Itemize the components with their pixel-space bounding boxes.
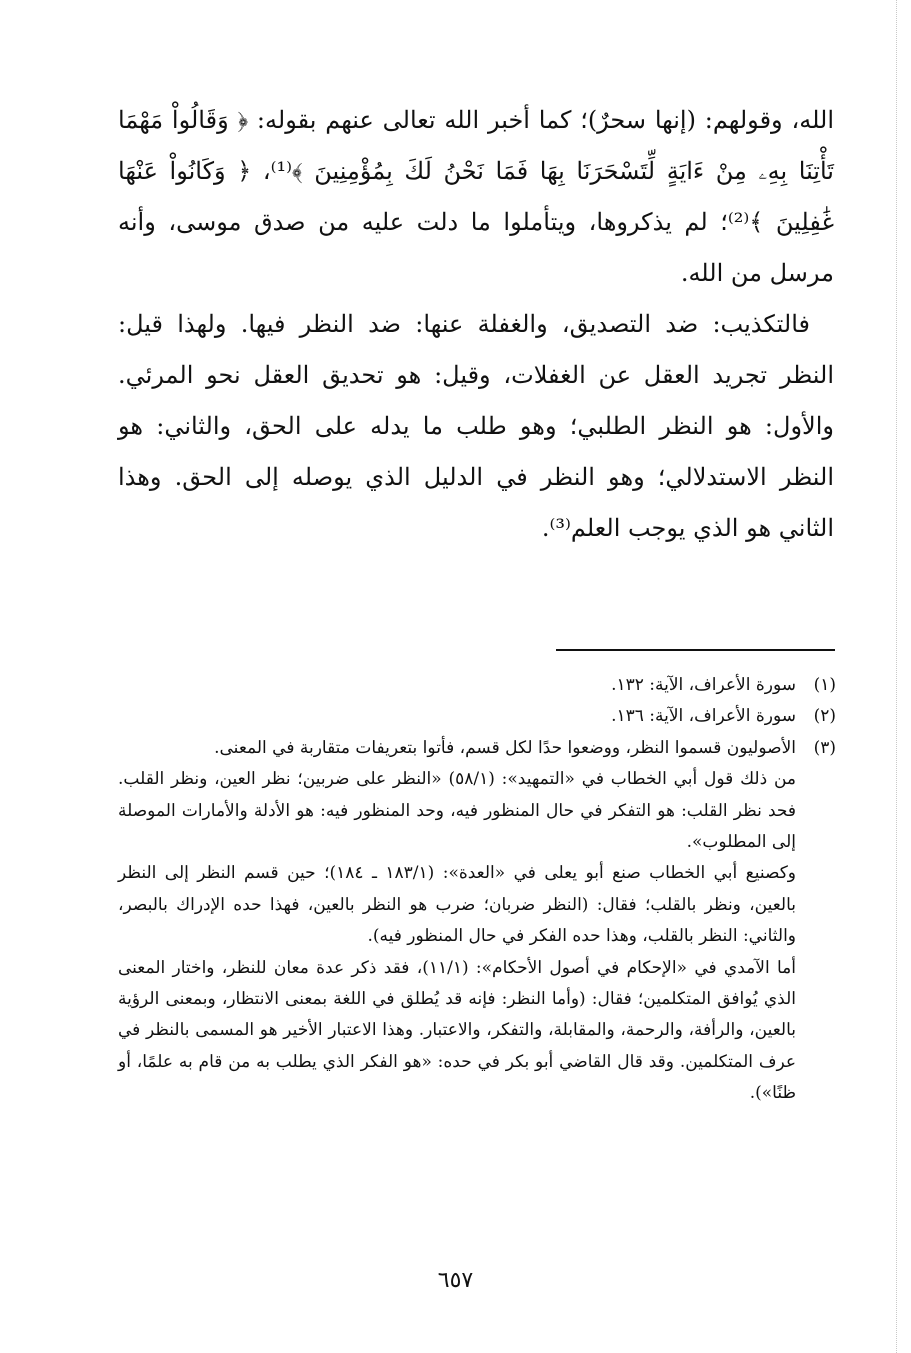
paragraph-2: فالتكذيب: ضد التصديق، والغفلة عنها: ضد النظر فيها. ولهذا قيل: النظر تجريد العقل عن الغفلات، وقيل: هو تحديق العقل نحو المرئي. والأول: هو النظر الطلبي؛ وهو طلب ما يدله على الحق، والثاني: هو النظر الاستدلالي؛ وهو النظر في الدليل الذي يوصله إلى الحق. وهذا الثاني هو الذي يوجب العلم⁽³⁾. [118,310,834,542]
page-edge-dots [896,0,897,1353]
footnote-text: سورة الأعراف، الآية: ١٣٦. [611,706,796,727]
footnote-number: (١) [813,675,836,695]
footnote-number: (٣) [813,737,836,758]
footnote-separator [556,649,835,651]
footnote-1 [118,670,836,701]
footnote-text: الأصوليون قسموا النظر، ووضعوا حدًا لكل قسم، فأتوا بتعريفات متقاربة في المعنى. [214,737,796,758]
main-text [118,95,834,554]
footnote-3 [118,733,836,764]
footnotes [118,670,836,1110]
page-number: ٦٥٧ [437,1268,474,1293]
footnote-3-paragraph-1: من ذلك قول أبي الخطاب في «التمهيد»: (٥٨/١) «النظر على ضربين؛ نظر العين، ونظر القلب. فحد نظر القلب: هو التفكر في حال المنظور فيه، وحد المنظور فيه: هو الأدلة والأمارات الموصلة إلى المطلوب». [118,769,796,853]
paragraph-1: الله، وقولهم: (إنها سحرٌ)؛ كما أخبر الله تعالى عنهم بقوله: ﴿ وَقَالُواْ مَهْمَا تَأْتِنَا بِهِۦ مِنْ ءَايَةٍ لِّتَسْحَرَنَا بِهَا فَمَا نَحْنُ لَكَ بِمُؤْمِنِينَ ﴾⁽¹⁾، ﴿ وَكَانُواْ عَنْهَا غَٰفِلِينَ ﴾⁽²⁾؛ لم يذكروها، ويتأملوا ما دلت عليه من صدق موسى، وأنه مرسل من الله. [118,106,835,287]
footnote-2 [118,701,836,732]
footnote-3-paragraph-3: أما الآمدي في «الإحكام في أصول الأحكام»: (١١/١)، فقد ذكر عدة معان للنظر، واختار المعنى الذي يُوافق المتكلمين؛ فقال: (وأما النظر: فإنه قد يُطلق في اللغة بمعنى الانتظار، وبمعنى الرؤية بالعين، والرأفة، والرحمة، والمقابلة، والتفكر، والاعتبار. وهذا الاعتبار الأخير هو المسمى بالنظر في عرف المتكلمين. وقد قال القاضي أبو بكر في حده: «هو الفكر الذي يطلب به من قام به علمًا، أو ظنًا»). [118,957,796,1104]
footnote-3-paragraph-2: وكصنيع أبي الخطاب صنع أبو يعلى في «العدة»: (١٨٣/١ ـ ١٨٤)؛ حين قسم النظر إلى النظر بالعين، ونظر بالقلب؛ فقال: (النظر ضربان؛ ضرب هو النظر بالعين، فهذا حده الإدراك بالبصر، والثاني: النظر بالقلب، وهذا حده الفكر في حال المنظور فيه). [118,863,797,947]
footnote-text: سورة الأعراف، الآية: ١٣٢. [611,675,796,695]
footnote-number: (٢) [813,706,836,727]
